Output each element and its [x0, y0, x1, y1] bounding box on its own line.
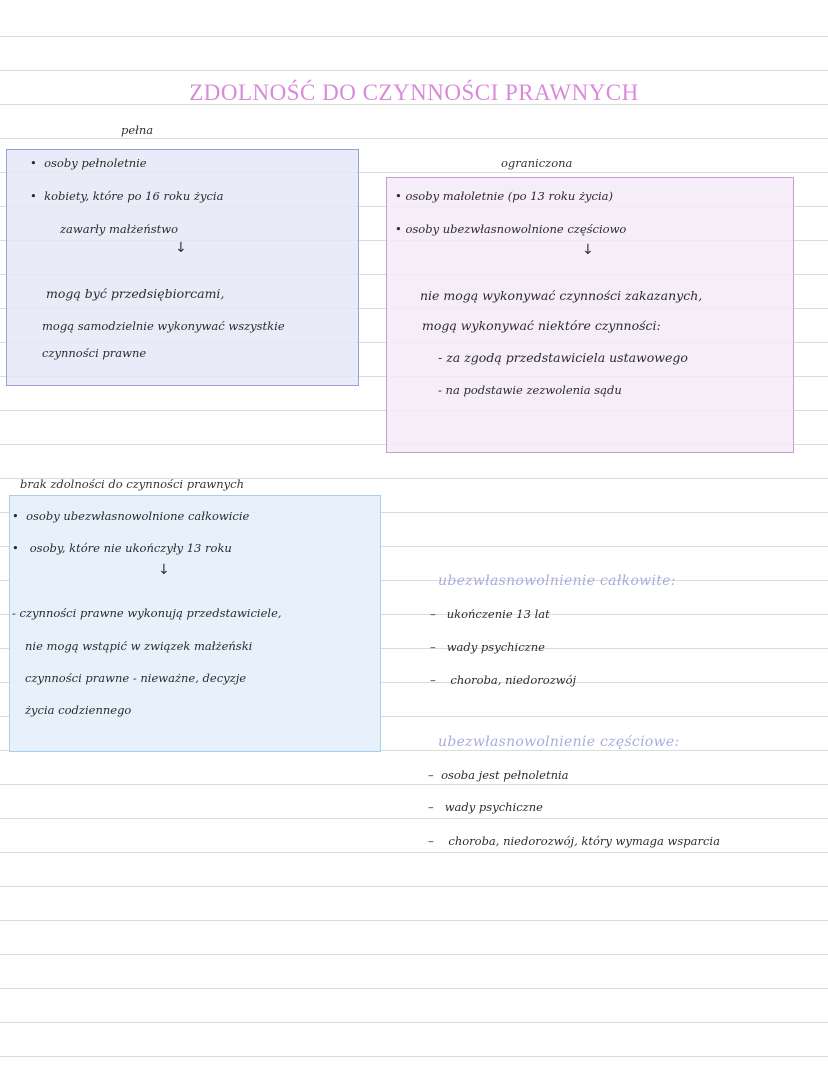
full-capacity-label: pełna: [121, 123, 154, 137]
limited-capacity-box: [386, 177, 794, 453]
total-item-2: – wady psychiczne: [430, 640, 545, 654]
full-bullet-2: • kobiety, które po 16 roku życia: [30, 189, 224, 203]
page-title: ZDOLNOŚĆ DO CZYNNOŚCI PRAWNYCH: [189, 80, 639, 105]
limited-consequence-3: - za zgodą przedstawiciela ustawowego: [438, 350, 688, 365]
none-consequence-4: życia codziennego: [25, 703, 132, 717]
none-consequence-3: czynności prawne - nieważne, decyzje: [25, 671, 247, 685]
full-consequence-1: mogą być przedsiębiorcami,: [46, 286, 225, 301]
full-consequence-3: czynności prawne: [42, 346, 147, 360]
none-consequence-1: - czynności prawne wykonują przedstawiciele,: [12, 606, 282, 620]
full-consequence-2: mogą samodzielnie wykonywać wszystkie: [42, 319, 285, 333]
limited-arrow-icon: ↓: [582, 242, 594, 258]
limited-bullet-1: • osoby małoletnie (po 13 roku życia): [395, 189, 613, 203]
partial-item-2: – wady psychiczne: [428, 800, 543, 814]
total-item-3: – choroba, niedorozwój: [430, 673, 577, 687]
full-arrow-icon: ↓: [175, 240, 187, 256]
full-bullet-1: • osoby pełnoletnie: [30, 156, 147, 170]
none-bullet-2: • osoby, które nie ukończyły 13 roku: [12, 541, 232, 555]
total-item-1: – ukończenie 13 lat: [430, 607, 550, 621]
limited-capacity-label: ograniczona: [501, 156, 573, 170]
full-bullet-2-cont: zawarły małżeństwo: [60, 222, 179, 236]
none-bullet-1: • osoby ubezwłasnowolnione całkowicie: [12, 509, 250, 523]
none-consequence-2: nie mogą wstąpić w związek małżeński: [25, 639, 253, 653]
no-capacity-label: brak zdolności do czynności prawnych: [20, 477, 245, 491]
limited-bullet-2: • osoby ubezwłasnowolnione częściowo: [395, 222, 627, 236]
partial-incapacitation-heading: ubezwłasnowolnienie częściowe:: [438, 734, 680, 750]
total-incapacitation-heading: ubezwłasnowolnienie całkowite:: [438, 573, 676, 589]
partial-item-3: – choroba, niedorozwój, który wymaga wsparcia: [428, 834, 720, 848]
limited-consequence-4: - na podstawie zezwolenia sądu: [438, 383, 622, 397]
limited-consequence-2: mogą wykonywać niektóre czynności:: [422, 318, 661, 333]
none-arrow-icon: ↓: [158, 562, 170, 578]
limited-consequence-1: nie mogą wykonywać czynności zakazanych,: [420, 288, 703, 303]
partial-item-1: – osoba jest pełnoletnia: [428, 768, 569, 782]
